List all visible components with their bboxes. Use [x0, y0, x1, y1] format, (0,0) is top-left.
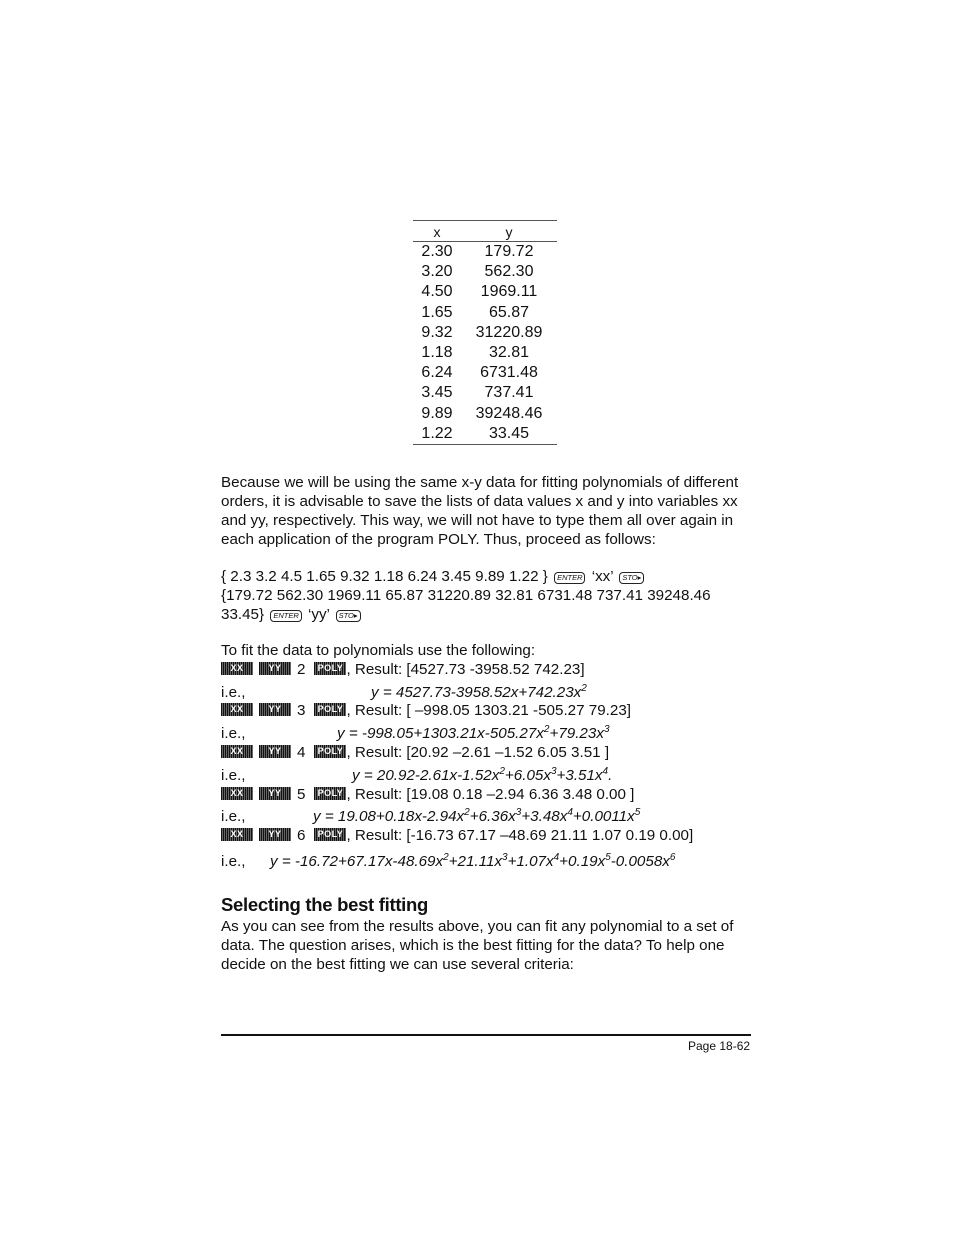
polynomial-equation: [313, 807, 640, 826]
poly-softkey-icon: [314, 787, 346, 800]
exponent: 4: [567, 807, 573, 818]
exponent: 4: [553, 852, 560, 863]
poly-softkey-icon-label: POLY: [314, 787, 346, 800]
cell-x: 3.45: [421, 384, 453, 402]
polynomial-equation: [352, 766, 612, 785]
yy-softkey-icon-label: YY: [259, 787, 291, 800]
column-header-x: x: [433, 224, 441, 240]
cell-x: 1.65: [421, 303, 453, 321]
exponent: 5: [634, 807, 641, 818]
yy-softkey-icon: [259, 745, 291, 758]
poly-command-line: [221, 701, 631, 720]
xx-softkey-icon: [221, 828, 253, 841]
xx-softkey-icon-label: XX: [221, 745, 253, 758]
poly-result: , Result: [-16.73 67.17 –48.69 21.11 1.07 0.19 0.00]: [346, 827, 694, 844]
xx-softkey-icon: [221, 745, 253, 758]
sto-key-icon: STO▸: [619, 572, 644, 584]
cell-y: 31220.89: [475, 323, 543, 341]
equation-term: y = 20.92-2.61x-1.52x: [352, 767, 500, 784]
intro-paragraph: Because we will be using the same x-y data for fitting polynomials of different orders, it is advisable to save the lists of data values x and y into variables xx and yy, respectively. This way, we will not have to type them all over again in each application of the program POLY. Thus, proceed as follows:: [221, 474, 739, 548]
exponent: 2: [581, 683, 587, 694]
input-line-y-end: [221, 605, 363, 624]
equation-term: y = 4527.73-3958.52x+742.23x: [371, 684, 582, 701]
footer-rule: [221, 1034, 751, 1036]
equation-term: y = -16.72+67.17x-48.69x: [270, 853, 444, 870]
poly-order: 3: [297, 702, 306, 719]
poly-order: 4: [297, 744, 306, 761]
cell-x: 3.20: [421, 263, 453, 281]
cell-x: 9.32: [421, 323, 453, 341]
exponent: 3: [515, 807, 522, 818]
poly-softkey-icon-label: POLY: [314, 828, 346, 841]
equation-term: y = 19.08+0.18x-2.94x: [313, 808, 465, 825]
ie-label: i.e.,: [221, 767, 246, 784]
cell-y: 562.30: [484, 263, 534, 281]
table-row: [413, 282, 557, 302]
poly-softkey-icon: [314, 828, 346, 841]
poly-result: , Result: [20.92 –2.61 –1.52 6.05 3.51 ]: [346, 744, 610, 761]
table-row: [413, 262, 557, 282]
poly-result: , Result: [19.08 0.18 –2.94 6.36 3.48 0.00 ]: [346, 786, 635, 803]
xx-var-name: ‘xx’: [591, 568, 614, 585]
poly-softkey-icon-label: POLY: [314, 662, 346, 675]
exponent: 2: [543, 724, 550, 735]
poly-softkey-icon-label: POLY: [314, 703, 346, 716]
equation-term: y = -998.05+1303.21x-505.27x: [337, 725, 544, 742]
cell-y: 737.41: [484, 384, 534, 402]
xx-softkey-icon-label: XX: [221, 787, 253, 800]
yy-softkey-icon-label: YY: [259, 745, 291, 758]
equation-term: +0.19x: [559, 853, 606, 870]
input-line-x: [221, 567, 646, 586]
poly-result: , Result: [ –998.05 1303.21 -505.27 79.23]: [346, 702, 632, 719]
exponent: 2: [443, 852, 449, 863]
equation-term: +21.11x: [448, 853, 502, 870]
enter-key-icon: ENTER: [554, 572, 585, 584]
equation-term: -0.0058x: [610, 853, 670, 870]
exponent: 5: [605, 852, 611, 863]
yy-softkey-icon: [259, 703, 291, 716]
cell-x: 1.22: [421, 424, 453, 442]
poly-command-line: [221, 743, 609, 762]
exponent: 2: [499, 766, 505, 777]
yy-softkey-icon-label: YY: [259, 703, 291, 716]
poly-command-line: [221, 826, 693, 845]
ie-label: i.e.,: [221, 725, 246, 742]
table-row: [413, 323, 557, 343]
poly-order: 5: [297, 786, 306, 803]
section-paragraph: As you can see from the results above, you can fit any polynomial to a set of data. The question arises, which is the best fitting for the data? To help one decide on the best fitting we can use several criteria:: [221, 918, 734, 973]
table-row: [413, 242, 557, 262]
yy-softkey-icon: [259, 662, 291, 675]
poly-softkey-icon: [314, 703, 346, 716]
yy-var-name: ‘yy’: [307, 606, 330, 623]
ie-label: i.e.,: [221, 853, 246, 870]
data-table: [413, 220, 557, 445]
polynomial-equation: [337, 724, 610, 743]
table-header: [413, 221, 557, 242]
equation-term: .: [608, 767, 613, 784]
table-row: [413, 424, 557, 444]
exponent: 3: [550, 766, 557, 777]
polynomial-equation: [270, 852, 675, 871]
equation-term: +6.05x: [504, 767, 551, 784]
exponent: 2: [464, 807, 470, 818]
xx-softkey-icon: [221, 787, 253, 800]
poly-order: 6: [297, 827, 306, 844]
yy-softkey-icon: [259, 787, 291, 800]
yy-softkey-icon-label: YY: [259, 828, 291, 841]
input-line-y: {179.72 562.30 1969.11 65.87 31220.89 32.81 6731.48 737.41 39248.46: [221, 587, 711, 604]
cell-x: 1.18: [421, 343, 453, 361]
xx-softkey-icon: [221, 703, 253, 716]
ie-label: i.e.,: [221, 684, 246, 701]
xx-softkey-icon-label: XX: [221, 662, 253, 675]
yy-softkey-icon-label: YY: [259, 662, 291, 675]
exponent: 4: [602, 766, 609, 777]
table-row: [413, 363, 557, 383]
exponent: 6: [669, 852, 676, 863]
equation-term: +0.0011x: [572, 808, 635, 825]
poly-result: , Result: [4527.73 -3958.52 742.23]: [346, 661, 585, 678]
yy-softkey-icon: [259, 828, 291, 841]
poly-softkey-icon-label: POLY: [314, 745, 346, 758]
exponent: 3: [603, 724, 610, 735]
sto-key-icon: STO▸: [336, 610, 361, 622]
cell-y: 1969.11: [480, 283, 538, 301]
fit-intro: To fit the data to polynomials use the following:: [221, 642, 536, 659]
section-heading: Selecting the best fitting: [221, 894, 429, 915]
page-number: Page 18-62: [688, 1039, 751, 1053]
enter-key-icon: ENTER: [270, 610, 301, 622]
exponent: 3: [502, 852, 508, 863]
cell-y: 39248.46: [475, 404, 543, 422]
cell-y: 6731.48: [480, 364, 538, 382]
cell-y: 33.45: [488, 424, 530, 442]
equation-term: +1.07x: [507, 853, 554, 870]
table-row: [413, 303, 557, 323]
equation-term: +3.51x: [556, 767, 603, 784]
polynomial-equation: [371, 683, 587, 702]
table-row: [413, 383, 557, 403]
poly-command-line: [221, 785, 634, 804]
y-list-end-text: 33.45}: [221, 606, 265, 623]
x-list-text: { 2.3 3.2 4.5 1.65 9.32 1.18 6.24 3.45 9.89 1.22 }: [221, 568, 548, 585]
cell-x: 9.89: [421, 404, 453, 422]
column-header-y: y: [505, 224, 513, 240]
xx-softkey-icon-label: XX: [221, 828, 253, 841]
xx-softkey-icon-label: XX: [221, 703, 253, 716]
poly-order: 2: [297, 661, 306, 678]
table-row: [413, 404, 557, 424]
poly-softkey-icon: [314, 662, 346, 675]
poly-command-line: [221, 660, 585, 679]
cell-x: 6.24: [421, 364, 453, 382]
cell-y: 179.72: [484, 243, 534, 260]
equation-term: +6.36x: [469, 808, 516, 825]
xx-softkey-icon: [221, 662, 253, 675]
ie-label: i.e.,: [221, 808, 246, 825]
table-row: [413, 343, 557, 363]
cell-y: 32.81: [488, 343, 530, 361]
equation-term: +79.23x: [549, 725, 604, 742]
cell-y: 65.87: [488, 303, 530, 321]
poly-softkey-icon: [314, 745, 346, 758]
cell-x: 2.30: [421, 243, 453, 260]
equation-term: +3.48x: [521, 808, 568, 825]
cell-x: 4.50: [421, 283, 453, 301]
